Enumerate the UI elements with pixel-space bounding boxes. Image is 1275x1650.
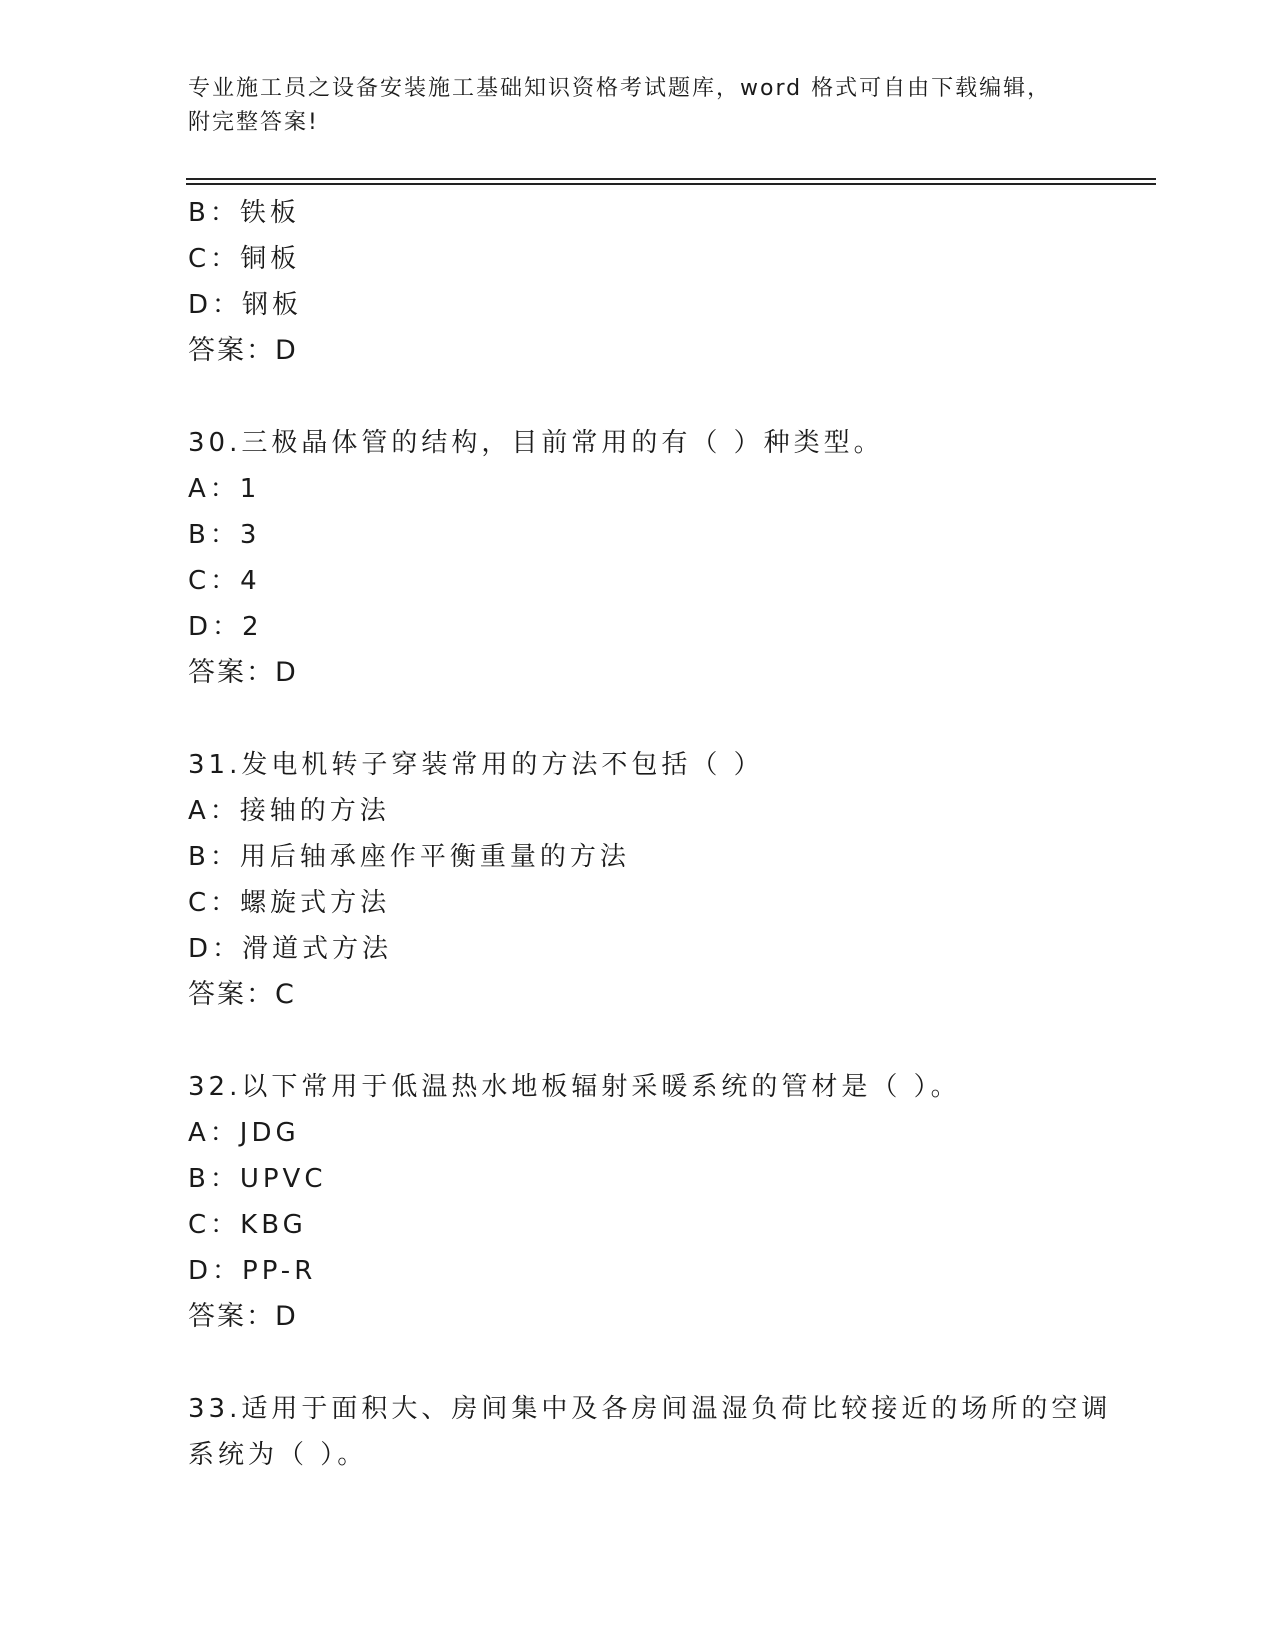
option-d: D：钢板 (188, 290, 303, 320)
answer-line: 答案：D (188, 1301, 298, 1332)
answer-line: 答案：C (188, 979, 296, 1010)
header-divider-top (186, 178, 1156, 180)
question-block-31 (188, 742, 1088, 1018)
option-c: C：铜板 (188, 244, 301, 274)
header-line-1: 专业施工员之设备安装施工基础知识资格考试题库，word 格式可自由下载编辑， (188, 76, 1052, 101)
option-c: C：KBG (188, 1210, 307, 1240)
option-a: A：JDG (188, 1118, 300, 1148)
question-block-30 (188, 420, 1088, 696)
option-b: B：UPVC (188, 1164, 327, 1194)
question-stem-line-1: 33.适用于面积大、房间集中及各房间温湿负荷比较接近的场所的空调 (188, 1394, 1112, 1424)
option-d: D：2 (188, 612, 263, 642)
option-c: C：螺旋式方法 (188, 888, 391, 918)
header-divider-bottom (186, 183, 1156, 185)
spacer (188, 374, 1088, 420)
spacer (188, 696, 1088, 742)
document-header (188, 72, 1068, 140)
question-stem: 32.以下常用于低温热水地板辐射采暖系统的管材是（ ）。 (188, 1072, 961, 1102)
answer-line: 答案：D (188, 335, 298, 366)
question-block-33 (188, 1386, 1112, 1478)
question-block-32 (188, 1064, 1088, 1340)
option-a: A：1 (188, 474, 261, 504)
option-d: D：滑道式方法 (188, 934, 393, 964)
spacer (188, 1018, 1088, 1064)
option-b: B：3 (188, 520, 261, 550)
spacer (188, 1340, 1088, 1386)
option-c: C：4 (188, 566, 261, 596)
option-b: B：铁板 (188, 198, 300, 228)
question-list (188, 190, 1112, 1478)
prev-question-block (188, 190, 1088, 374)
header-line-2: 附完整答案! (188, 110, 319, 135)
question-stem: 31.发电机转子穿装常用的方法不包括（ ） (188, 750, 764, 780)
answer-line: 答案：D (188, 657, 298, 688)
question-stem: 30.三极晶体管的结构，目前常用的有（ ）种类型。 (188, 428, 884, 458)
option-a: A：接轴的方法 (188, 796, 390, 826)
option-b: B：用后轴承座作平衡重量的方法 (188, 842, 630, 872)
question-stem-line-2: 系统为（ ）。 (188, 1440, 368, 1470)
option-d: D：PP-R (188, 1256, 317, 1286)
